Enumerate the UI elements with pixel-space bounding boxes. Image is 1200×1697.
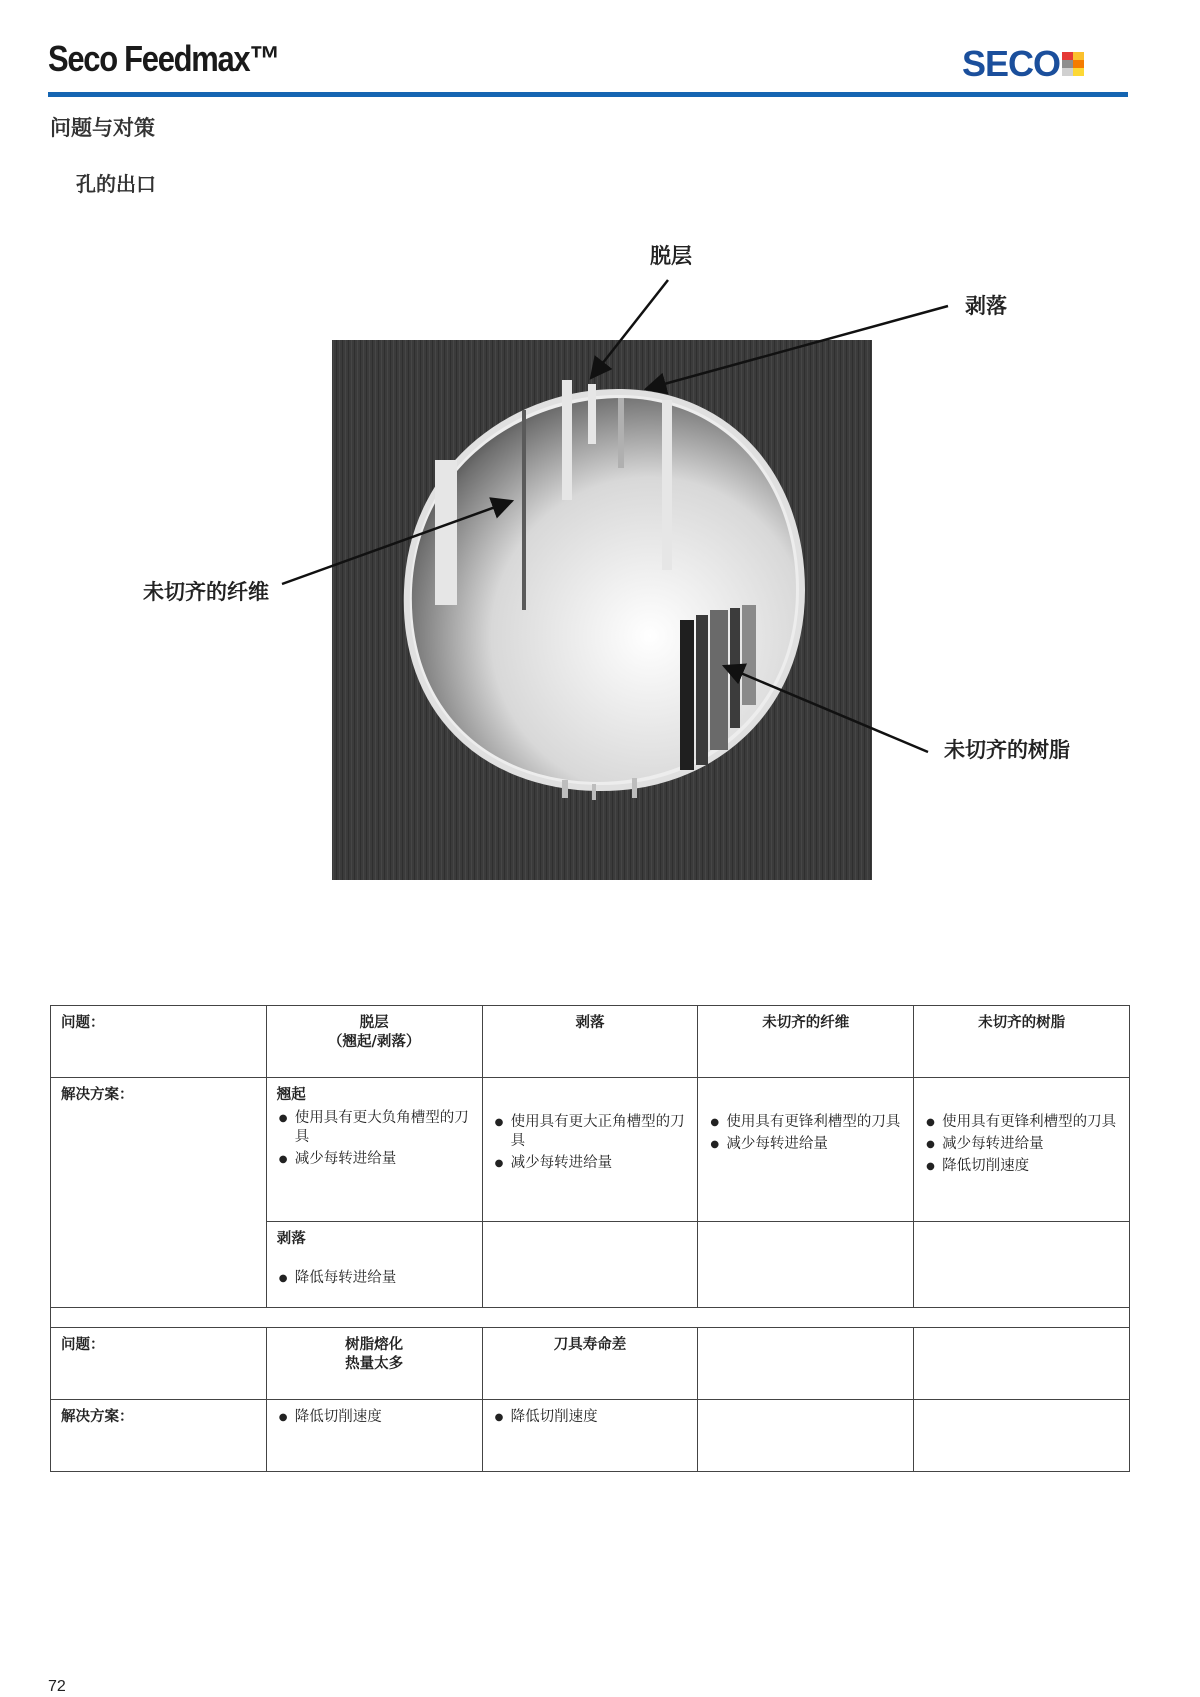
callout-spalling: 剥落 [965, 293, 1007, 318]
empty-cell [914, 1400, 1130, 1472]
page-number: 72 [48, 1678, 66, 1695]
document-title: Seco Feedmax™ [48, 38, 280, 79]
solution-row-1 [51, 1078, 1130, 1222]
list-item: ● 降低每转进给量 [277, 1269, 472, 1288]
problem-uncut-resin [914, 1006, 1130, 1078]
problem-header-line: 热量太多 [345, 1354, 404, 1372]
solution-list [277, 1408, 472, 1427]
logo-color-blocks [1062, 52, 1084, 76]
solution-spalling [482, 1078, 698, 1222]
problem-uncut-fiber [698, 1006, 914, 1078]
logo-block [1062, 52, 1073, 60]
problem-label: 问题： [51, 1328, 267, 1400]
problem-header-line: （翘起/剥落） [328, 1032, 421, 1050]
callout-uncut-fiber: 未切齐的纤维 [143, 579, 269, 604]
logo-block [1073, 60, 1084, 68]
problem-resin-melting [266, 1328, 482, 1400]
list-item: ● 减少每转进给量 [924, 1135, 1119, 1154]
logo-block [1073, 52, 1084, 60]
problem-header-line: 未切齐的纤维 [762, 1014, 850, 1031]
list-item: ● 使用具有更锋利槽型的刀具 [924, 1113, 1119, 1132]
list-item: ● 降低切削速度 [277, 1408, 472, 1427]
callout-uncut-resin: 未切齐的树脂 [944, 737, 1070, 762]
logo-block [1062, 68, 1073, 76]
empty-cell [914, 1222, 1130, 1308]
problem-header-line: 未切齐的树脂 [978, 1014, 1066, 1031]
solution-subhead: 剥落 [276, 1230, 306, 1247]
solution-label: 解决方案： [51, 1400, 267, 1472]
solution-label: 解决方案： [51, 1078, 267, 1308]
solution-list [277, 1109, 472, 1169]
empty-cell [698, 1400, 914, 1472]
problem-poor-tool-life [482, 1328, 698, 1400]
empty-cell [914, 1328, 1130, 1400]
problem-header-line: 剥落 [575, 1014, 605, 1031]
logo-block [1062, 60, 1073, 68]
problem-header-line: 脱层 [359, 1014, 389, 1031]
solution-uncut-resin [914, 1078, 1130, 1222]
list-item: ● 减少每转进给量 [708, 1135, 903, 1154]
troubleshooting-table [50, 1005, 1130, 1472]
list-item: ● 减少每转进给量 [493, 1154, 688, 1173]
solution-list [924, 1113, 1119, 1176]
solution-row-2 [51, 1400, 1130, 1472]
solution-spalling-sub [266, 1222, 482, 1308]
problem-delamination [266, 1006, 482, 1078]
empty-cell [698, 1328, 914, 1400]
solution-uncut-fiber [698, 1078, 914, 1222]
problem-row-1 [51, 1006, 1130, 1078]
problem-label: 问题： [51, 1006, 267, 1078]
list-item: ● 使用具有更大正角槽型的刀具 [493, 1113, 688, 1151]
problem-header-line: 刀具寿命差 [553, 1336, 627, 1353]
empty-cell [482, 1222, 698, 1308]
solution-list [493, 1408, 688, 1427]
section-title: 问题与对策 [50, 115, 155, 140]
problem-spalling [482, 1006, 698, 1078]
solution-poor-tool-life [482, 1400, 698, 1472]
solution-list [708, 1113, 903, 1154]
list-item: ● 降低切削速度 [493, 1408, 688, 1427]
empty-cell [698, 1222, 914, 1308]
problem-row-2 [51, 1328, 1130, 1400]
solution-resin-melting [266, 1400, 482, 1472]
seco-logo [962, 43, 1084, 84]
list-item: ● 减少每转进给量 [277, 1150, 472, 1169]
spacer-cell [51, 1308, 1130, 1328]
list-item: ● 降低切削速度 [924, 1157, 1119, 1176]
solution-list [277, 1269, 472, 1288]
callout-delamination: 脱层 [650, 243, 692, 268]
problem-header-line: 树脂熔化 [345, 1336, 404, 1353]
solution-subhead: 翘起 [276, 1086, 306, 1103]
hole-exit-photo [332, 340, 872, 880]
sub-title: 孔的出口 [76, 172, 156, 196]
list-item: ● 使用具有更大负角槽型的刀具 [277, 1109, 472, 1147]
solution-delamination [266, 1078, 482, 1222]
logo-text: SECO [962, 43, 1061, 84]
list-item: ● 使用具有更锋利槽型的刀具 [708, 1113, 903, 1132]
header-rule [48, 92, 1128, 97]
solution-list [493, 1113, 688, 1173]
spacer-row [51, 1308, 1130, 1328]
logo-block [1073, 68, 1084, 76]
